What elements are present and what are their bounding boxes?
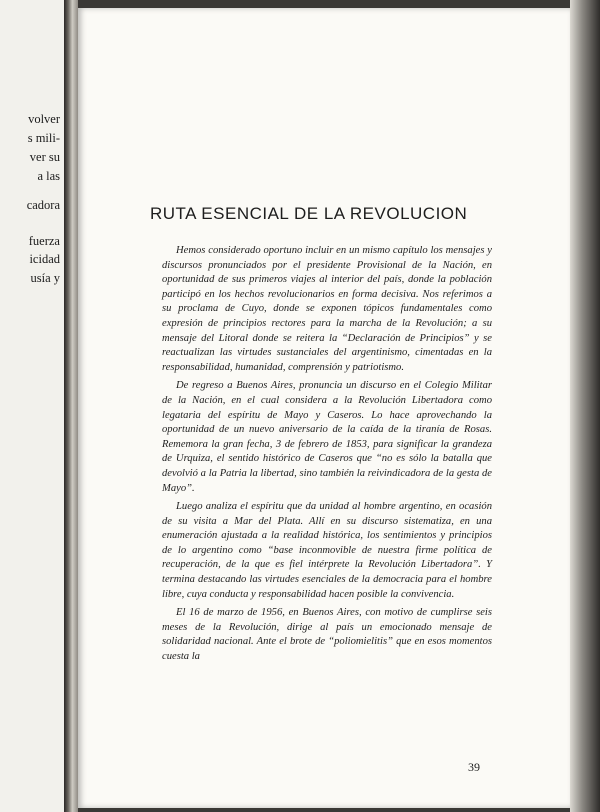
paragraph: De regreso a Buenos Aires, pronuncia un discurso en el Colegio Militar de la Nación, en el cual considera a la Revolución Libertadora como legataria del espíritu de Mayo y Caseros. Lo hace aprovechando la oportunidad de un nuevo aniversario de la caída de la tiranía de Rosas. Rememora la gran fecha, 3 de febrero de 1853, para significar la grandeza de Urquiza, el sentido histórico de Caseros que “no es sólo la batalla que devolvió a la Patria la libertad, sino también la reivindicadora de la gesta de Mayo”.	[162, 380, 492, 494]
left-page-line: usía y	[30, 271, 60, 285]
left-page-line: volver	[28, 112, 60, 126]
left-page	[0, 0, 64, 812]
book-edge	[570, 0, 600, 812]
left-page-line: cadora	[26, 198, 60, 212]
left-page-line: a las	[37, 169, 60, 183]
book-gutter	[64, 0, 78, 812]
left-page-line: ver su	[29, 150, 60, 164]
page-number: 39	[468, 760, 480, 774]
left-page-line: fuerza	[28, 234, 60, 248]
paragraph: Hemos considerado oportuno incluir en un mismo capítulo los mensajes y discursos pronunciados por el presidente Provisional de la Nación, en oportunidad de sus primeros viajes al interior del país, donde la población participó en los hechos revolucionarios en forma decisiva. Nos referimos a su proclama de Cuyo, donde se exponen tópicos fundamentales como expresión de principios rectores para la marcha de la Revolución; a su mensaje del Litoral donde se reitera la “Declaración de Principios” y se reactualizan las virtudes sustanciales del argentinismo, cimentadas en la responsabilidad, humanidad, comprensión y patriotismo.	[162, 245, 492, 373]
chapter-body	[162, 244, 492, 669]
chapter-title: RUTA ESENCIAL DE LA REVOLUCION	[150, 204, 468, 223]
paragraph: Luego analiza el espíritu que da unidad al hombre argentino, en ocasión de su visita a Mar del Plata. Allí en su discurso sistematiza, en una enumeración ajustada a la realidad histórica, los sentimientos y principios de lo argentino como “base inconmovible de nuestra firme política de recuperación, de la que es fiel intérprete la Revolución Libertadora”. Y termina destacando las virtudes esenciales de la democracia para el hombre libre, cuya conducta y responsabilidad hacen posible la convivencia.	[162, 501, 492, 600]
paragraph: El 16 de marzo de 1956, en Buenos Aires, con motivo de cumplirse seis meses de la Revolución, dirige al país un emocionado mensaje de solidaridad nacional. Ante el brote de “poliomielitis” que en esos momentos cuesta la	[162, 607, 492, 663]
right-page	[78, 8, 570, 808]
left-page-line: s mili-	[27, 131, 60, 145]
left-page-line: icidad	[29, 252, 60, 266]
